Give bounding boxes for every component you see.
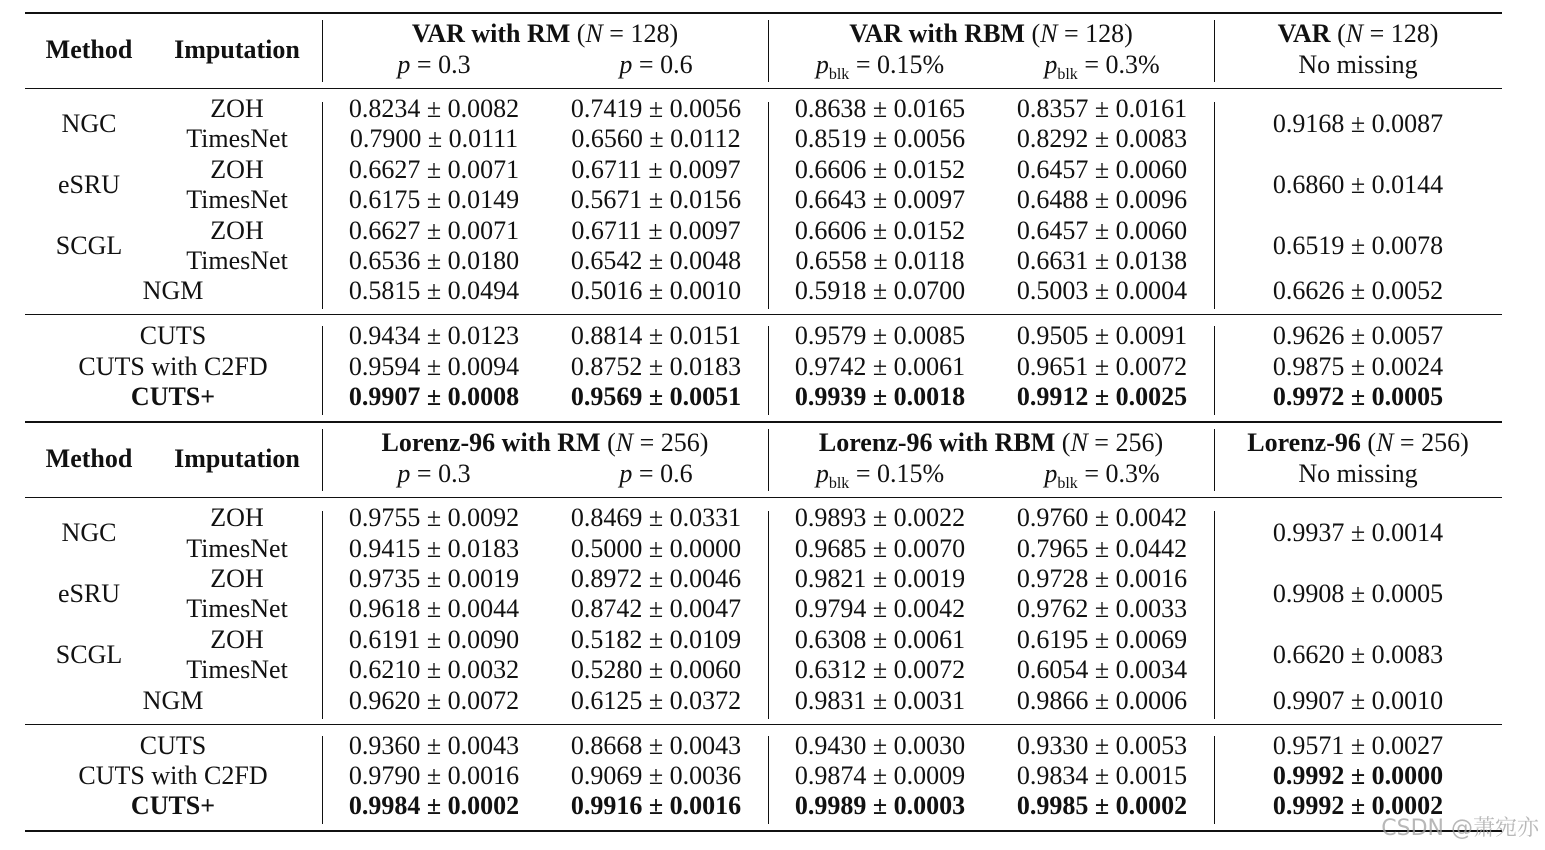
imputation-name: TimesNet [186, 533, 288, 563]
table-cell: 0.6643 ± 0.0097 [794, 185, 966, 215]
table-cell: 0.6308 ± 0.0061 [794, 624, 966, 654]
section-rule [25, 314, 1502, 315]
table-cell: 0.8638 ± 0.0165 [794, 94, 966, 123]
table-cell: 0.6711 ± 0.0097 [571, 154, 741, 184]
table-cell: 0.9989 ± 0.0003 [794, 791, 966, 821]
column-divider [1214, 20, 1215, 82]
table-cell: 0.8814 ± 0.0151 [570, 321, 742, 351]
table-cell-nomissing: 0.6620 ± 0.0083 [1272, 640, 1444, 669]
watermark: CSDN @萧宛亦 [1381, 816, 1539, 841]
table-cell: 0.9794 ± 0.0042 [794, 594, 966, 624]
subcolumn-header: $p_{blk} = 0.3\%$ [1044, 459, 1160, 493]
table-cell: 0.6606 ± 0.0152 [794, 215, 966, 245]
group-header: VAR with RM (N = 128) [411, 19, 679, 48]
table-cell: 0.9728 ± 0.0016 [1016, 564, 1188, 593]
subcolumn-header: p = 0.3 [397, 50, 471, 79]
table-cell: 0.5815 ± 0.0494 [348, 276, 520, 306]
table-cell: 0.9939 ± 0.0018 [794, 382, 966, 412]
table-cell: 0.9685 ± 0.0070 [794, 533, 966, 563]
method-header: Method [45, 34, 133, 64]
column-divider [1214, 511, 1215, 718]
column-divider [768, 511, 769, 718]
table-cell: 0.9762 ± 0.0033 [1016, 594, 1188, 624]
imputation-name: TimesNet [186, 246, 288, 275]
table-cell: 0.6627 ± 0.0071 [348, 215, 520, 245]
table-cell: 0.6312 ± 0.0072 [794, 655, 966, 685]
column-divider [322, 511, 323, 718]
table-cell: 0.9360 ± 0.0043 [348, 730, 520, 760]
table-cell: 0.8519 ± 0.0056 [794, 124, 966, 154]
imputation-name: ZOH [210, 94, 264, 123]
group-header: Lorenz-96 with RBM (N = 256) [818, 428, 1164, 458]
method-name: eSRU [57, 170, 121, 199]
table-cell: 0.8742 ± 0.0047 [570, 594, 742, 624]
method-name: CUTS [139, 730, 207, 760]
column-divider [768, 102, 769, 309]
table-cell: 0.7965 ± 0.0442 [1016, 533, 1188, 563]
subcolumn-header: p = 0.6 [619, 50, 693, 79]
method-name: SCGL [55, 640, 123, 669]
table-cell: 0.9821 ± 0.0019 [794, 564, 966, 593]
table-cell: 0.5182 ± 0.0109 [570, 624, 742, 654]
method-name: NGM [142, 276, 204, 306]
table-cell: 0.6631 ± 0.0138 [1016, 246, 1188, 275]
table-cell: 0.8234 ± 0.0082 [348, 94, 520, 123]
table-cell: 0.9760 ± 0.0042 [1016, 503, 1188, 533]
table-cell: 0.6457 ± 0.0060 [1016, 215, 1188, 245]
table-cell: 0.6606 ± 0.0152 [794, 154, 966, 184]
header-rule [25, 88, 1502, 89]
method-name: CUTS+ [130, 791, 216, 821]
subcolumn-header: No missing [1298, 459, 1418, 489]
imputation-name: ZOH [210, 215, 264, 245]
table-cell: 0.9651 ± 0.0072 [1016, 351, 1188, 381]
table-cell: 0.8972 ± 0.0046 [570, 564, 742, 593]
method-name: CUTS with C2FD [78, 351, 268, 381]
table-top-rule [25, 421, 1502, 423]
table-cell: 0.6558 ± 0.0118 [795, 246, 965, 275]
table-cell: 0.8752 ± 0.0183 [570, 351, 742, 381]
table-cell: 0.9569 ± 0.0051 [570, 382, 742, 412]
table-cell: 0.9430 ± 0.0030 [794, 730, 966, 760]
subcolumn-header: $p_{blk} = 0.15\%$ [815, 50, 945, 84]
imputation-name: ZOH [210, 564, 264, 593]
subcolumn-header: $p_{blk} = 0.3\%$ [1044, 50, 1160, 84]
table-cell: 0.9735 ± 0.0019 [348, 564, 520, 593]
method-name: NGC [61, 109, 117, 139]
header-rule [25, 497, 1502, 498]
table-cell: 0.8469 ± 0.0331 [570, 503, 742, 533]
column-divider [322, 429, 323, 491]
table-top-rule [25, 12, 1502, 14]
column-divider [768, 20, 769, 82]
table-cell: 0.9742 ± 0.0061 [794, 351, 966, 381]
column-divider [768, 429, 769, 491]
table-cell: 0.8357 ± 0.0161 [1016, 94, 1188, 123]
group-header: Lorenz-96 (N = 256) [1247, 428, 1469, 458]
table-cell: 0.6560 ± 0.0112 [571, 124, 741, 154]
imputation-name: ZOH [210, 624, 264, 654]
table-cell: 0.9618 ± 0.0044 [348, 594, 520, 624]
subcolumn-header: p = 0.3 [397, 459, 471, 489]
table-cell: 0.6627 ± 0.0071 [348, 154, 520, 184]
table-cell: 0.7900 ± 0.0111 [349, 124, 519, 154]
table-cell-nomissing: 0.9168 ± 0.0087 [1272, 109, 1444, 139]
table-cell: 0.9505 ± 0.0091 [1016, 321, 1188, 351]
method-header: Method [45, 443, 133, 473]
table-cell: 0.9875 ± 0.0024 [1272, 351, 1444, 381]
table-cell: 0.9330 ± 0.0053 [1016, 730, 1188, 760]
imputation-name: TimesNet [186, 655, 288, 685]
table-cell: 0.5671 ± 0.0156 [570, 185, 742, 215]
table-cell: 0.9620 ± 0.0072 [348, 685, 520, 715]
table-cell: 0.6488 ± 0.0096 [1016, 185, 1188, 215]
imputation-header: Imputation [174, 34, 300, 64]
column-divider [768, 326, 769, 415]
table-cell: 0.9985 ± 0.0002 [1016, 791, 1188, 821]
table-cell: 0.9434 ± 0.0123 [348, 321, 520, 351]
table-cell: 0.9893 ± 0.0022 [794, 503, 966, 533]
column-divider [1214, 326, 1215, 415]
table-cell: 0.7419 ± 0.0056 [570, 94, 742, 123]
imputation-name: TimesNet [186, 185, 288, 215]
imputation-name: ZOH [210, 503, 264, 533]
subcolumn-header: No missing [1298, 50, 1418, 79]
table-cell: 0.6054 ± 0.0034 [1016, 655, 1188, 685]
subcolumn-header: p = 0.6 [619, 459, 693, 489]
table-cell: 0.9831 ± 0.0031 [794, 685, 966, 715]
column-divider [1214, 736, 1215, 825]
imputation-name: ZOH [210, 154, 264, 184]
table-cell: 0.9415 ± 0.0183 [348, 533, 520, 563]
table-cell: 0.9907 ± 0.0008 [348, 382, 520, 412]
table-cell: 0.9755 ± 0.0092 [348, 503, 520, 533]
table-cell: 0.5280 ± 0.0060 [570, 655, 742, 685]
table-cell: 0.6210 ± 0.0032 [348, 655, 520, 685]
group-header: VAR with RBM (N = 128) [849, 19, 1133, 48]
table-cell: 0.9907 ± 0.0010 [1272, 685, 1444, 715]
table-cell-nomissing: 0.6519 ± 0.0078 [1272, 230, 1444, 260]
imputation-name: TimesNet [186, 124, 288, 154]
section-rule [25, 724, 1502, 725]
table-cell: 0.6457 ± 0.0060 [1016, 154, 1188, 184]
method-name: CUTS [139, 321, 207, 351]
table-cell-nomissing: 0.9937 ± 0.0014 [1272, 518, 1444, 548]
method-name: SCGL [55, 230, 123, 260]
group-header: VAR (N = 128) [1277, 19, 1439, 48]
table-cell: 0.8292 ± 0.0083 [1016, 124, 1188, 154]
method-name: CUTS with C2FD [78, 761, 268, 790]
table-cell: 0.5000 ± 0.0000 [570, 533, 742, 563]
table-cell: 0.5016 ± 0.0010 [570, 276, 742, 306]
table-cell-nomissing: 0.6860 ± 0.0144 [1272, 170, 1444, 199]
table-cell: 0.9571 ± 0.0027 [1272, 730, 1444, 760]
method-name: CUTS+ [130, 382, 216, 412]
table-cell: 0.6125 ± 0.0372 [570, 685, 742, 715]
table-cell: 0.6191 ± 0.0090 [348, 624, 520, 654]
column-divider [322, 736, 323, 825]
table-cell: 0.9866 ± 0.0006 [1016, 685, 1188, 715]
column-divider [322, 102, 323, 309]
column-divider [768, 736, 769, 825]
table-cell: 0.6542 ± 0.0048 [570, 246, 742, 275]
table-cell: 0.5918 ± 0.0700 [794, 276, 966, 306]
table-cell: 0.6195 ± 0.0069 [1016, 624, 1188, 654]
table-cell: 0.9984 ± 0.0002 [348, 791, 520, 821]
table-cell: 0.6626 ± 0.0052 [1272, 276, 1444, 306]
table-cell: 0.5003 ± 0.0004 [1016, 276, 1188, 306]
column-divider [322, 20, 323, 82]
subcolumn-header: $p_{blk} = 0.15\%$ [815, 459, 945, 493]
column-divider [1214, 102, 1215, 309]
table-cell: 0.9834 ± 0.0015 [1016, 761, 1188, 790]
table-cell: 0.9579 ± 0.0085 [794, 321, 966, 351]
method-name: NGC [61, 518, 117, 548]
table-cell: 0.9790 ± 0.0016 [348, 761, 520, 790]
table-cell: 0.8668 ± 0.0043 [570, 730, 742, 760]
column-divider [322, 326, 323, 415]
table-cell: 0.9626 ± 0.0057 [1272, 321, 1444, 351]
table-cell-nomissing: 0.9908 ± 0.0005 [1272, 579, 1444, 609]
table-cell: 0.6536 ± 0.0180 [348, 246, 520, 275]
table-cell: 0.9916 ± 0.0016 [570, 791, 742, 821]
method-name: eSRU [57, 579, 121, 609]
table-cell: 0.9972 ± 0.0005 [1272, 382, 1444, 412]
imputation-header: Imputation [174, 443, 300, 473]
group-header: Lorenz-96 with RM (N = 256) [381, 428, 709, 458]
table-bottom-rule [25, 830, 1502, 832]
table-cell: 0.9874 ± 0.0009 [794, 761, 966, 790]
column-divider [1214, 429, 1215, 491]
imputation-name: TimesNet [186, 594, 288, 624]
method-name: NGM [142, 685, 204, 715]
table-cell: 0.9069 ± 0.0036 [570, 761, 742, 790]
table-cell: 0.9992 ± 0.0000 [1272, 761, 1444, 790]
table-cell: 0.9594 ± 0.0094 [348, 351, 520, 381]
table-cell: 0.9992 ± 0.0002 [1272, 791, 1444, 821]
table-cell: 0.6175 ± 0.0149 [348, 185, 520, 215]
table-cell: 0.6711 ± 0.0097 [571, 215, 741, 245]
table-cell: 0.9912 ± 0.0025 [1016, 382, 1188, 412]
